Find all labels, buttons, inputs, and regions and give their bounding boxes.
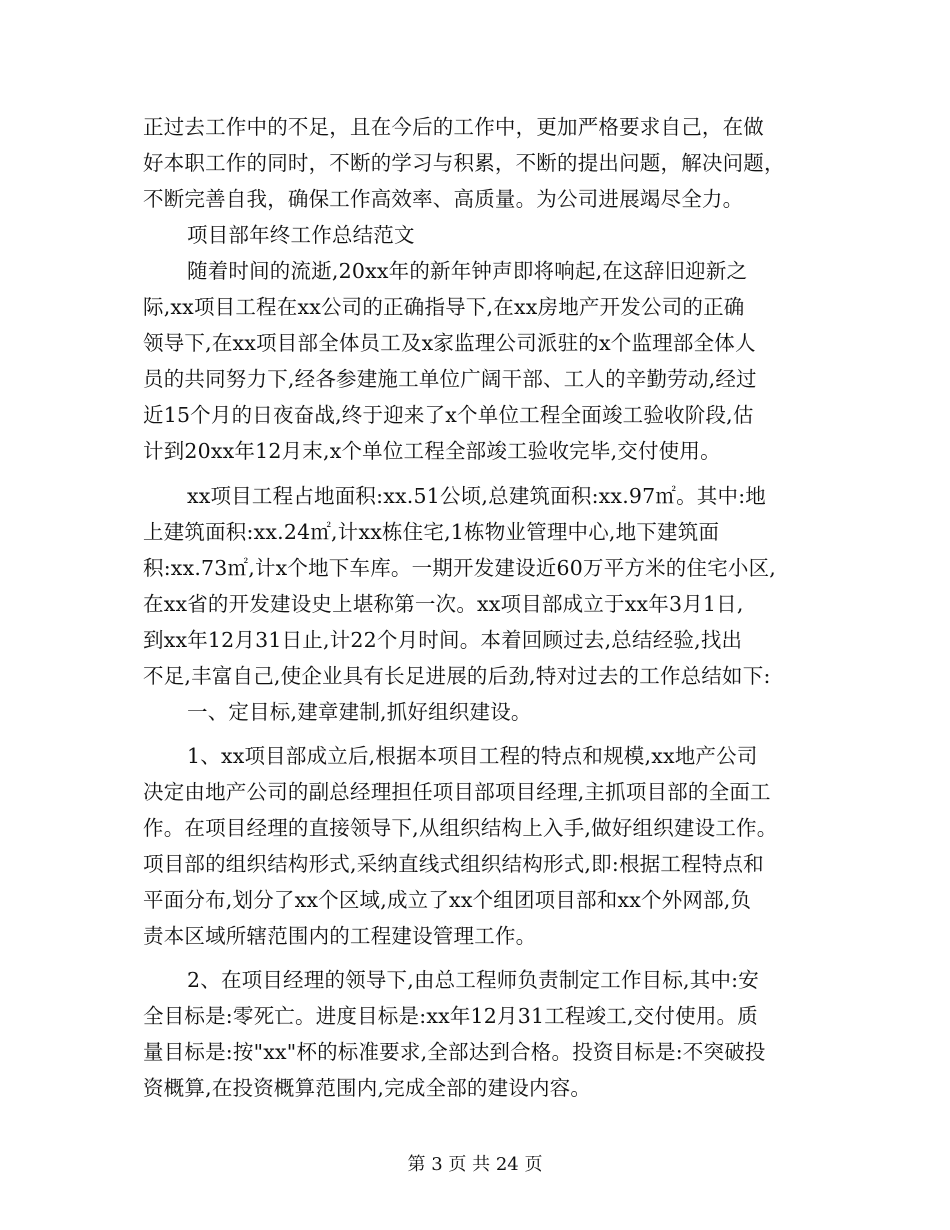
text-line: xx项目工程占地面积:xx.51公顷,总建筑面积:xx.97㎡。其中:地 [187,484,767,508]
text-line: 不足,丰富自己,使企业具有长足进展的后劲,特对过去的工作总结如下: [143,664,771,688]
section-heading: 一、定目标,建章建制,抓好组织建设。 [187,700,532,724]
text-line: 正过去工作中的不足，且在今后的工作中，更加严格要求自己，在做 [143,115,764,139]
text-line: 不断完善自我，确保工作高效率、高质量。为公司进展竭尽全力。 [143,187,744,211]
page-number-footer: 第 3 页 共 24 页 [407,1154,543,1175]
text-line: 积:xx.73㎡,计x个地下车库。一期开发建设近60万平方米的住宅小区, [143,556,777,580]
text-line: 项目部的组织结构形式,采纳直线式组织结构形式,即:根据工程特点和 [143,852,764,876]
text-line: 近15个月的日夜奋战,终于迎来了x个单位工程全面竣工验收阶段,估 [143,403,754,427]
text-line: 好本职工作的同时，不断的学习与积累，不断的提出问题，解决问题， [143,151,785,175]
text-line: 作。在项目经理的直接领导下,从组织结构上入手,做好组织建设工作。 [143,816,778,840]
text-line: 领导下,在xx项目部全体员工及x家监理公司派驻的x个监理部全体人 [143,331,756,355]
text-line: 在xx省的开发建设史上堪称第一次。xx项目部成立于xx年3月1日, [143,592,744,616]
text-line: 计到20xx年12月末,x个单位工程全部竣工验收完毕,交付使用。 [143,439,721,463]
text-line: 到xx年12月31日止,计22个月时间。本着回顾过去,总结经验,找出 [143,628,743,652]
text-line: 1、xx项目部成立后,根据本项目工程的特点和规模,xx地产公司 [187,744,758,768]
text-line: 平面分布,划分了xx个区域,成立了xx个组团项目部和xx个外网部,负 [143,888,752,912]
text-line: 2、在项目经理的领导下,由总工程师负责制定工作目标,其中:安 [187,968,759,992]
section-title: 项目部年终工作总结范文 [187,223,415,247]
text-line: 决定由地产公司的副总经理担任项目部项目经理,主抓项目部的全面工 [143,780,771,804]
text-line: 随着时间的流逝,20xx年的新年钟声即将响起,在这辞旧迎新之 [187,259,748,283]
text-line: 资概算,在投资概算范围内,完成全部的建设内容。 [143,1076,592,1100]
text-line: 全目标是:零死亡。进度目标是:xx年12月31工程竣工,交付使用。质 [143,1004,758,1028]
text-line: 员的共同努力下,经各参建施工单位广阔干部、工人的辛勤劳动,经过 [143,367,757,391]
text-line: 责本区域所辖范围内的工程建设管理工作。 [143,924,537,948]
text-line: 上建筑面积:xx.24㎡,计xx栋住宅,1栋物业管理中心,地下建筑面 [143,520,720,544]
text-line: 量目标是:按"xx"杯的标准要求,全部达到合格。投资目标是:不突破投 [143,1040,766,1064]
text-line: 际,xx项目工程在xx公司的正确指导下,在xx房地产开发公司的正确 [143,295,745,319]
